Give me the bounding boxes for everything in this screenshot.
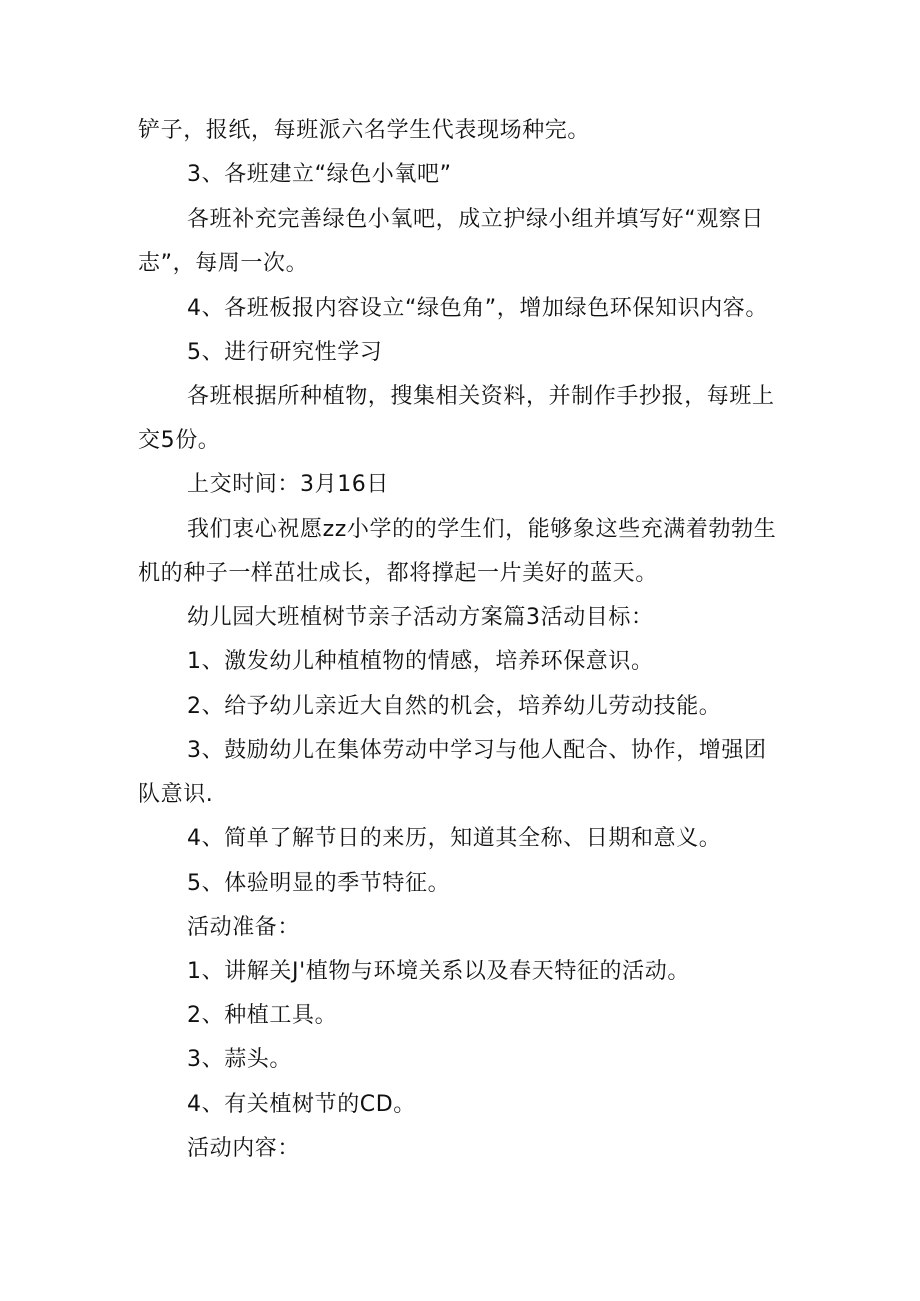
text-line: 3、蒜头。 <box>187 1047 292 1072</box>
text-line: 3、各班建立“绿色小氧吧” <box>187 162 452 187</box>
text-line: 各班根据所种植物，搜集相关资料，并制作手抄报，每班上 <box>187 384 775 409</box>
text-line: 1、激发幼儿种植植物的情感，培养环保意识。 <box>187 649 654 674</box>
text-line: 4、有关植树节的CD。 <box>187 1092 416 1117</box>
text-line: 志”，每周一次。 <box>138 251 309 276</box>
text-line: 4、各班板报内容设立“绿色角”，增加绿色环保知识内容。 <box>187 296 768 321</box>
text-line: 2、种植工具。 <box>187 1003 338 1028</box>
text-line: 4、简单了解节日的来历，知道其全称、日期和意义。 <box>187 826 722 851</box>
text-line: 2、给予幼儿亲近大自然的机会，培养幼儿劳动技能。 <box>187 694 722 719</box>
text-line: 幼儿园大班植树节亲子活动方案篇3活动目标： <box>187 605 654 630</box>
text-line: 机的种子一样茁壮成长，都将撑起一片美好的蓝天。 <box>138 561 658 586</box>
text-line: 我们衷心祝愿zz小学的的学生们，能够象这些充满着勃勃生 <box>187 517 777 542</box>
text-line: 活动准备： <box>187 915 301 940</box>
text-line: 活动内容： <box>187 1136 301 1161</box>
text-line: 3、鼓励幼儿在集体劳动中学习与他人配合、协作，增强团 <box>187 738 767 763</box>
text-line: 交5份。 <box>138 428 221 453</box>
text-line: 5、体验明显的季节特征。 <box>187 871 451 896</box>
text-line: 各班补充完善绿色小氧吧，成立护绿小组并填写好“观察日 <box>187 207 764 232</box>
text-line: 队意识. <box>138 782 214 807</box>
text-line: 铲子，报纸，每班派六名学生代表现场种完。 <box>138 118 591 143</box>
text-line: 1、讲解关J'植物与环境关系以及春天特征的活动。 <box>187 959 690 984</box>
text-line: 5、进行研究性学习 <box>187 340 383 365</box>
text-line: 上交时间：3月16日 <box>187 472 389 497</box>
